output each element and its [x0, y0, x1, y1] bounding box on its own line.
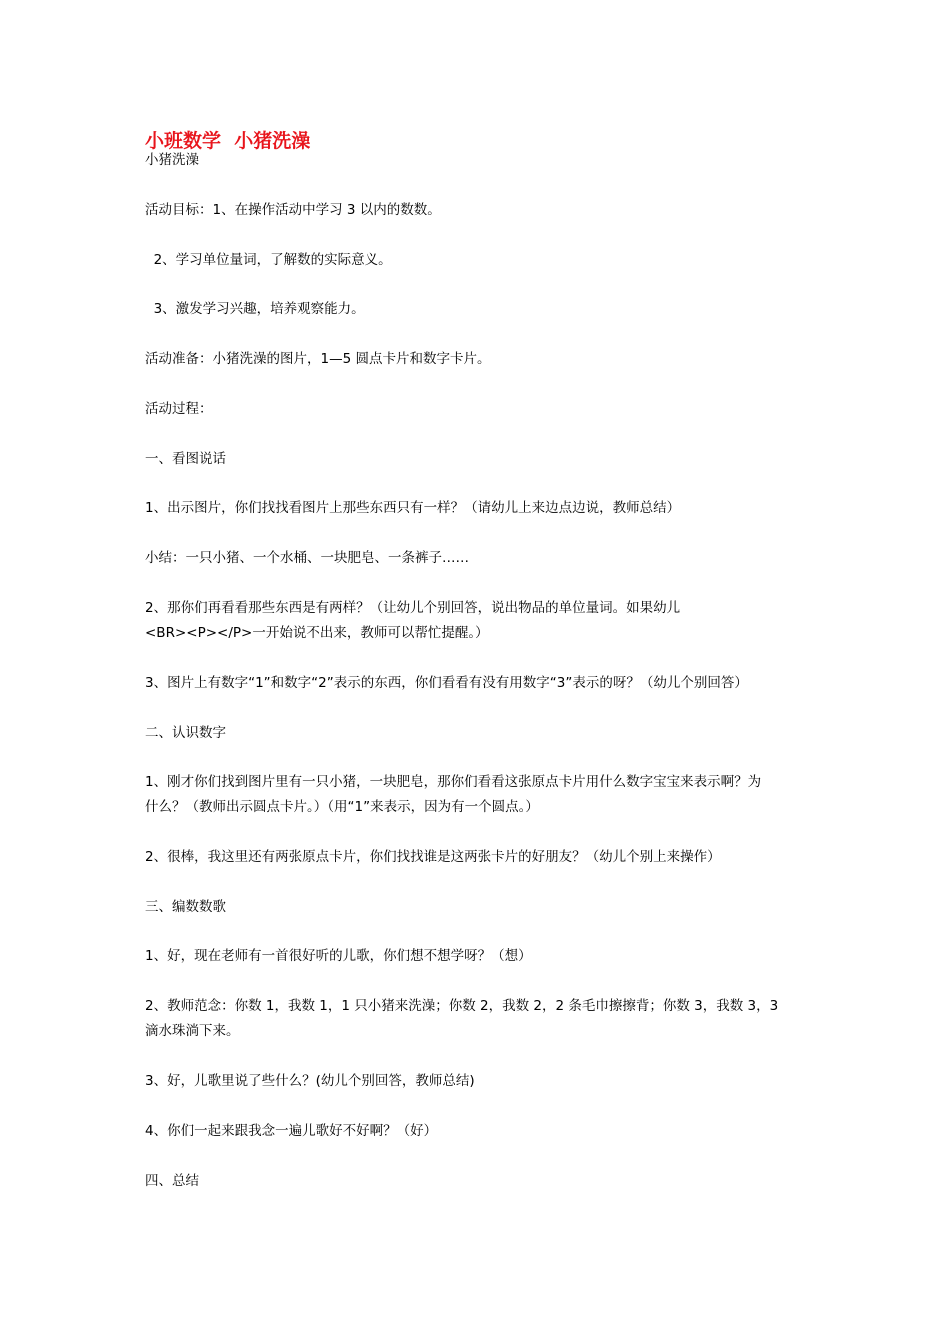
- section-heading-4: 四、总结: [145, 1173, 199, 1189]
- document-subtitle: 小猪洗澡: [145, 152, 199, 168]
- document-title: 小班数学 小猪洗澡: [145, 130, 311, 152]
- goal-1: 活动目标：1、在操作活动中学习 3 以内的数数。: [145, 202, 441, 218]
- section-heading-3: 三、编数数歌: [145, 899, 226, 915]
- section-1-item-3: 3、图片上有数字“1”和数字“2”表示的东西，你们看看有没有用数字“3”表示的呀？（幼儿个别回答）: [145, 675, 748, 691]
- section-3-item-2-line-1: 2、教师范念：你数 1，我数 1，1 只小猪来洗澡；你数 2，我数 2，2 条毛巾擦擦背；你数 3，我数 3，3: [145, 998, 779, 1014]
- section-heading-2: 二、认识数字: [145, 725, 226, 741]
- goal-2: 2、学习单位量词，了解数的实际意义。: [145, 252, 392, 268]
- section-3-item-3: 3、好，儿歌里说了些什么？(幼儿个别回答，教师总结): [145, 1073, 475, 1089]
- section-3-item-2-line-2: 滴水珠淌下来。: [145, 1023, 240, 1039]
- section-heading-1: 一、看图说话: [145, 451, 226, 467]
- section-1-summary: 小结：一只小猪、一个水桶、一块肥皂、一条裤子……: [145, 550, 469, 566]
- process-label: 活动过程：: [145, 401, 213, 417]
- goal-3: 3、激发学习兴趣，培养观察能力。: [145, 301, 365, 317]
- section-3-item-4: 4、你们一起来跟我念一遍儿歌好不好啊？（好）: [145, 1123, 438, 1139]
- section-1-item-1: 1、出示图片，你们找找看图片上那些东西只有一样？（请幼儿上来边点边说，教师总结）: [145, 500, 681, 516]
- section-1-item-2-line-1: 2、那你们再看看那些东西是有两样？（让幼儿个别回答，说出物品的单位量词。如果幼儿: [145, 600, 681, 616]
- section-1-item-2-line-2: <BR><P></P>一开始说不出来，教师可以帮忙提醒。）: [145, 625, 489, 641]
- section-3-item-1: 1、好，现在老师有一首很好听的儿歌，你们想不想学呀？（想）: [145, 948, 532, 964]
- section-2-item-1-line-1: 1、刚才你们找到图片里有一只小猪，一块肥皂，那你们看看这张原点卡片用什么数字宝宝来表示啊？为: [145, 774, 762, 790]
- preparation: 活动准备：小猪洗澡的图片，1—5 圆点卡片和数字卡片。: [145, 351, 491, 367]
- section-2-item-2: 2、很棒，我这里还有两张原点卡片，你们找找谁是这两张卡片的好朋友？（幼儿个别上来操作）: [145, 849, 721, 865]
- section-2-item-1-line-2: 什么？（教师出示圆点卡片。）（用“1”来表示，因为有一个圆点。）: [145, 799, 539, 815]
